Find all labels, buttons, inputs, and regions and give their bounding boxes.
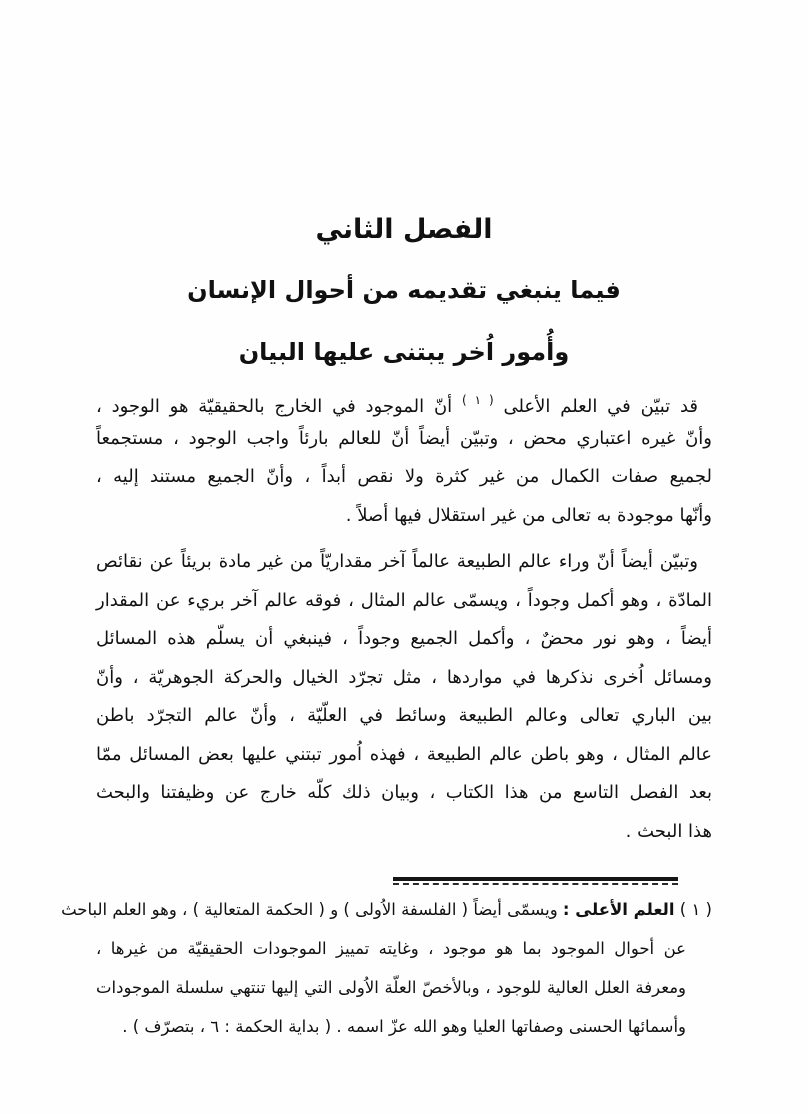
text-line: [96, 381, 712, 420]
chapter-subtitle-line2: وأُمور اُخر يبتنى عليها البيان: [238, 338, 570, 366]
body-paragraph-1: [96, 381, 712, 535]
text-line: وتبيّن أيضاً أنّ وراء عالم الطبيعة عالماً آخر مقداريّاً من غير مادة بريئاً عن نقائص: [96, 551, 698, 572]
text-line: وأنّ غيره اعتباري محض ، وتبيّن أيضاً أنّ للعالم بارئاً واجب الوجود ، مستجمعاً: [96, 427, 712, 449]
footnote-divider: [393, 877, 678, 885]
footnote-block: [61, 890, 712, 1046]
footnote-term: العلم الأعلى :: [562, 900, 675, 919]
footnote-line: وأسمائها الحسنى وصفاتها العليا وهو الله عزّ اسمه . ( بداية الحكمة : ٦ ، بتصرّف ) .: [122, 1017, 686, 1036]
text-line: المادّة ، وهو أكمل وجوداً ، ويسمّى عالم المثال ، فوقه عالم آخر بريء عن المقدار: [96, 589, 712, 611]
text-segment: أنّ الموجود في الخارج بالحقيقيّة هو الوجود ،: [96, 396, 453, 417]
text-line: عالم المثال ، وهو باطن عالم الطبيعة ، فهذه اُمور تبتني عليها بعض المسائل ممّا: [96, 743, 712, 765]
chapter-title: الفصل الثاني: [315, 214, 493, 245]
footnote-line: ومعرفة العلل العالية للوجود ، وبالأخصّ العلّة الاُولى التي إليها تنتهي سلسلة الموجودات: [96, 978, 686, 997]
text-line: أيضاً ، وهو نور محضٌ ، وأكمل الجميع وجوداً ، فينبغي أن يسلّم هذه المسائل: [96, 628, 712, 649]
footnote-number: ( ١ ): [679, 900, 712, 919]
footnote-marker: ( ١ ): [462, 393, 494, 407]
text-line: بعد الفصل التاسع من هذا الكتاب ، وبيان ذلك كلّه خارج عن وظيفتنا والبحث: [96, 782, 712, 803]
chapter-subtitle-line1: فيما ينبغي تقديمه من أحوال الإنسان: [187, 276, 621, 304]
footnote-line: عن أحوال الموجود بما هو موجود ، وغايته تمييز الموجودات الحقيقيّة من غيرها ،: [96, 939, 686, 958]
footnote-line: [61, 890, 712, 929]
text-segment: ويسمّى أيضاً ( الفلسفة الاُولى ) و ( الحكمة المتعالية ) ، وهو العلم الباحث: [61, 900, 558, 919]
text-line: ومسائل اُخرى نذكرها في مواردها ، مثل تجرّد الخيال والحركة الجوهريّة ، وأنّ: [96, 666, 712, 688]
text-segment: قد تبيّن في العلم الأعلى: [503, 396, 699, 417]
footnote-divider-dashed-line: [393, 883, 678, 885]
text-line: لجميع صفات الكمال من غير كثرة ولا نقص أبداً ، وأنّ الجميع مستند إليه ،: [96, 466, 712, 487]
body-paragraph-2: [96, 543, 712, 851]
text-line: وأنّها موجودة به تعالى من غير استقلال فيها أصلاً .: [345, 504, 712, 526]
text-line: هذا البحث .: [625, 820, 712, 842]
text-line: بين الباري تعالى وعالم الطبيعة وسائط في العلّيّة ، وأنّ عالم التجرّد باطن: [96, 705, 712, 726]
